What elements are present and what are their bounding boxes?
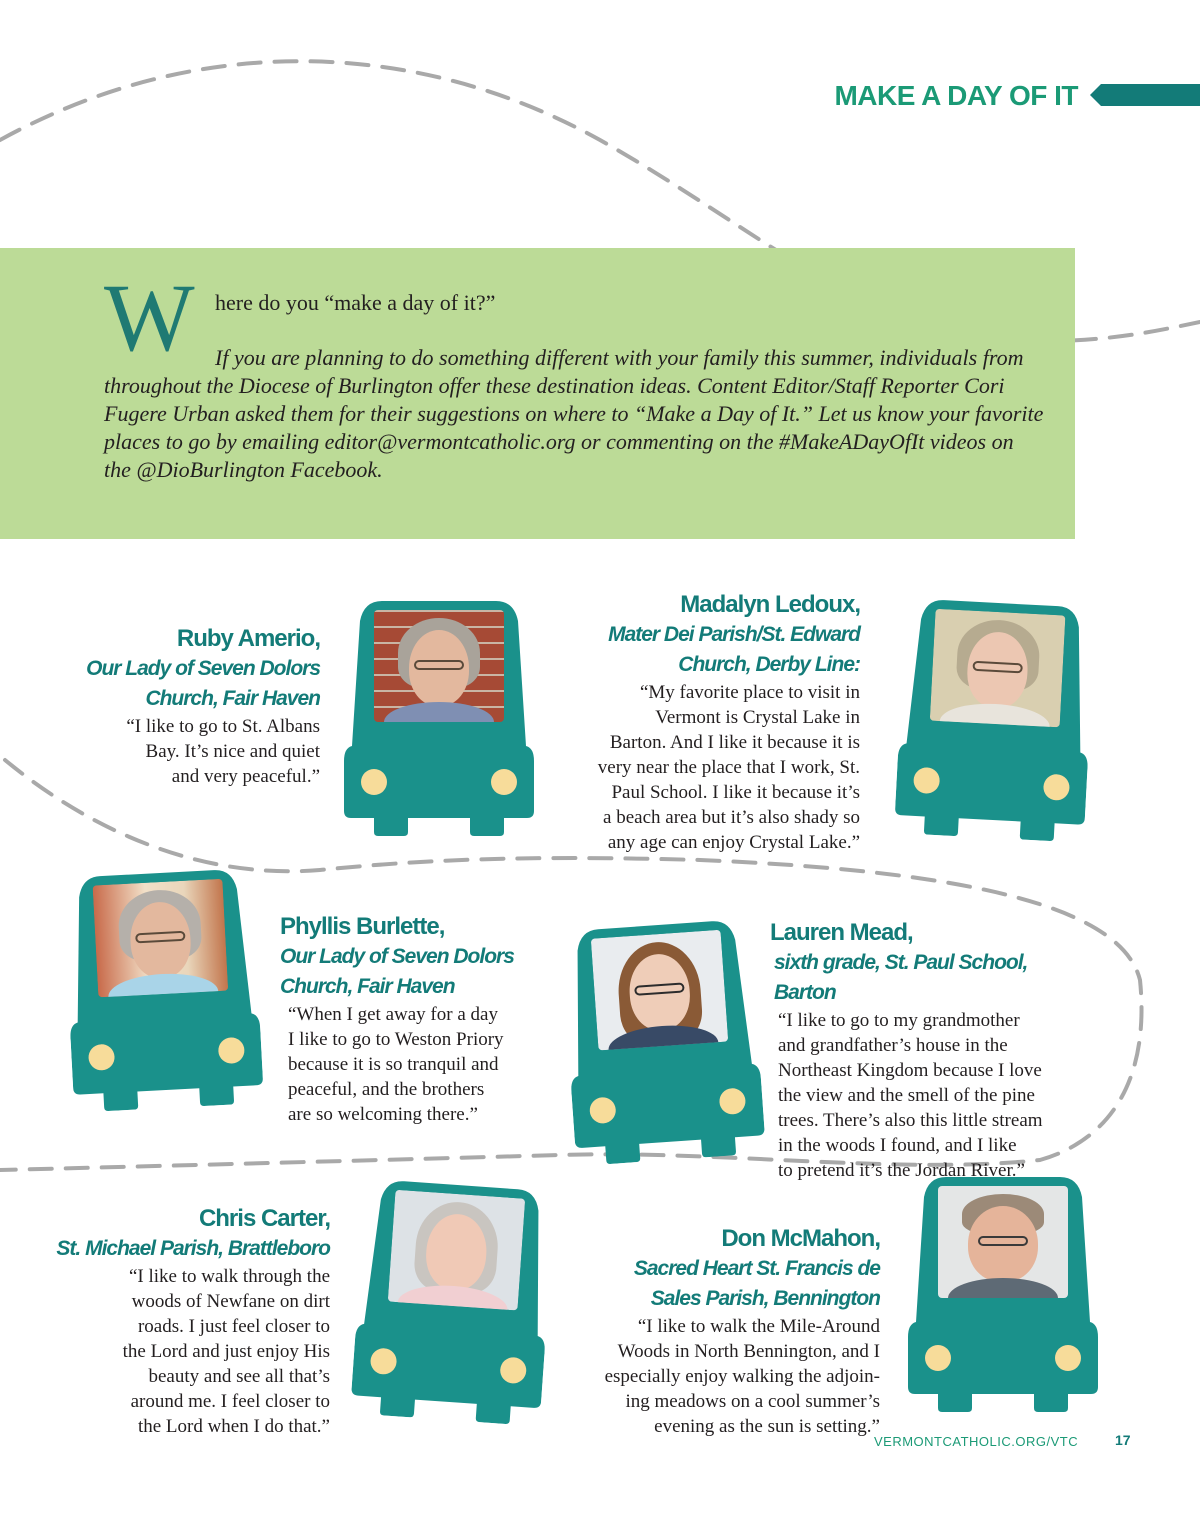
profile-lauren-mead <box>770 918 1090 1183</box>
profile-affiliation: St. Michael Parish, Brattleboro <box>56 1237 330 1260</box>
profile-affiliation: Our Lady of Seven Dolors Church, Fair Haven <box>280 945 514 998</box>
car-photo-lauren-mead <box>560 914 766 1167</box>
footer-url: VERMONTCATHOLIC.ORG/VTC <box>874 1434 1079 1449</box>
portrait-photo <box>374 610 504 722</box>
profile-quote: “I like to go to St. Albans Bay. It’s nice and quiet and very peaceful.” <box>126 716 320 787</box>
car-photo-phyllis-burlette <box>62 863 264 1113</box>
profile-name: Phyllis Burlette, <box>280 913 445 940</box>
profile-affiliation: Our Lady of Seven Dolors Church, Fair Haven <box>86 657 320 710</box>
profile-phyllis-burlette <box>280 912 540 1127</box>
profile-chris-carter <box>40 1204 330 1439</box>
profile-quote: “When I get away for a day I like to go to Weston Priory because it is so tranquil and peaceful, and the brothers are so welcoming there.” <box>288 1004 504 1125</box>
section-title: MAKE A DAY OF IT <box>834 80 1078 111</box>
profile-ruby-amerio <box>80 624 320 789</box>
profile-don-mcmahon <box>570 1224 880 1439</box>
profile-quote: “I like to walk the Mile-Around Woods in North Bennington, and I especially enjoy walking the adjoin- ing meadows on a cool summer’s evening as the sun is setting.” <box>604 1316 880 1437</box>
portrait-photo <box>591 930 728 1051</box>
title-tab-marker <box>1090 84 1200 106</box>
car-photo-madalyn-ledoux <box>894 593 1096 843</box>
car-photo-chris-carter <box>350 1174 556 1427</box>
portrait-photo <box>388 1190 525 1311</box>
profile-name: Don McMahon, <box>721 1225 880 1252</box>
portrait-photo <box>938 1186 1068 1298</box>
portrait-photo <box>93 879 229 998</box>
drop-cap: W <box>104 264 195 371</box>
profile-quote: “I like to go to my grandmother and grandfather’s house in the Northeast Kingdom because I love the view and the smell of the pine trees. There’s also this little stream in the woods I found, and I like to pretend it’s the Jordan River.” <box>778 1010 1043 1181</box>
profile-affiliation: sixth grade, St. Paul School, Barton <box>774 951 1028 1004</box>
portrait-photo <box>930 609 1066 728</box>
intro-text: If you are planning to do something different with your family this summer, individuals from throughout the Diocese of Burlington offer these destination ideas. Content Editor/Staff Reporter Cori Fugere Urban asked them for their suggestions on where to “Make a Day of It.” Let us know your favorite places to go by emailing editor@vermontcatholic.org or commenting on the #MakeADayOfIt videos on the @DioBurlington Facebook. <box>104 345 1044 482</box>
profile-name: Chris Carter, <box>198 1205 330 1232</box>
profile-name: Lauren Mead, <box>770 919 913 946</box>
profile-name: Ruby Amerio, <box>176 625 320 652</box>
profile-quote: “I like to walk through the woods of Newfane on dirt roads. I just feel closer to the Lord and just enjoy His beauty and see all that’s around me. I feel closer to the Lord when I do that.” <box>122 1266 330 1437</box>
profile-affiliation: Sacred Heart St. Francis de Sales Parish, Bennington <box>633 1257 880 1310</box>
page-number: 17 <box>1115 1432 1131 1448</box>
profile-name: Madalyn Ledoux, <box>680 591 860 618</box>
intro-lead: here do you “make a day of it?” <box>215 290 496 315</box>
profile-affiliation: Mater Dei Parish/St. Edward Church, Derby Line: <box>608 623 860 676</box>
car-photo-don-mcmahon <box>908 1172 1098 1412</box>
profile-quote: “My favorite place to visit in Vermont is Crystal Lake in Barton. And I like it because it is very near the place that I work, St. Paul School. I like it because it’s a beach area but it’s also shady so any age can enjoy Crystal Lake.” <box>597 682 860 853</box>
car-photo-ruby-amerio <box>344 596 534 836</box>
profile-madalyn-ledoux <box>560 590 860 855</box>
